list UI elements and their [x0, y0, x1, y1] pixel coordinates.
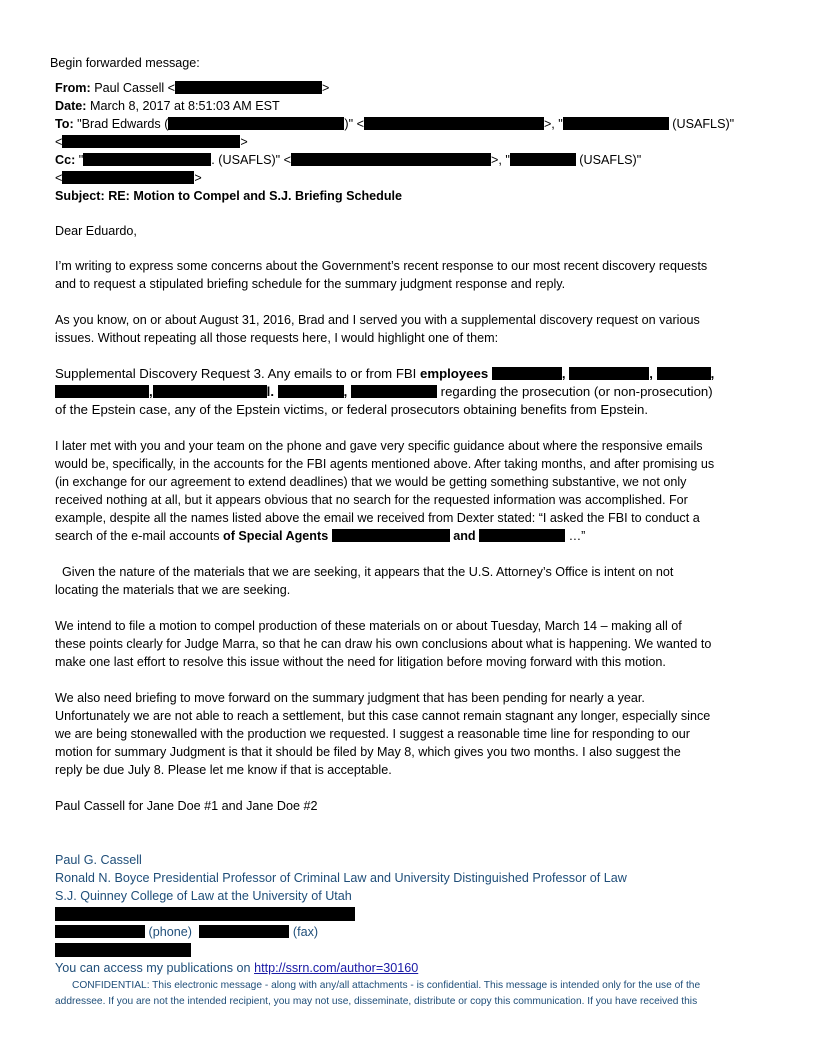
subject-line: [55, 187, 402, 205]
redaction-block: [492, 367, 562, 380]
fax-label: (fax): [292, 925, 319, 939]
greeting: Dear Eduardo,: [55, 224, 137, 238]
cc-label: Cc:: [55, 153, 76, 167]
to-line-2: [55, 133, 248, 151]
redaction-block: [510, 153, 576, 166]
to-text-a: "Brad Edwards (: [77, 117, 169, 131]
redaction-block: [657, 367, 711, 380]
p5-line: make one last effort to resolve this issue without the need for litigation before moving forward with this motion.: [55, 655, 666, 669]
p2-line: As you know, on or about August 31, 2016, Brad and I served you with a supplemental discovery request on various: [55, 313, 700, 327]
request-line-3: of the Epstein case, any of the Epstein victims, or federal prosecutors obtaining benefits from Epstein.: [55, 402, 649, 417]
redaction-block: [55, 925, 145, 938]
confidential-line: CONFIDENTIAL: This electronic message - along with any/all attachments - is confidential. This message is intended only for the use of the: [55, 980, 701, 991]
publications-link[interactable]: http://ssrn.com/author=30160: [254, 961, 419, 975]
p3-line-last: [55, 527, 585, 545]
cc-line: [55, 151, 641, 169]
p3-text: search of the e-mail accounts: [55, 529, 223, 543]
redaction-block: [55, 943, 191, 957]
redaction-block: [351, 385, 437, 398]
publications-line: [55, 959, 418, 977]
request-line-1: [55, 365, 714, 383]
redaction-block: [364, 117, 544, 130]
comma: ,: [710, 366, 715, 381]
redaction-block: [563, 117, 669, 130]
redaction-block: [55, 385, 149, 398]
p6-line: we are being stonewalled with the production we requested. I suggest a reasonable time line for responding to our: [55, 727, 690, 741]
p2-line: issues. Without repeating all those requests here, I would highlight one of them:: [55, 331, 499, 345]
subject-label: Subject:: [55, 189, 105, 203]
signature-phone-line: [55, 923, 318, 941]
to-text-b: )" <: [344, 117, 364, 131]
p6-line: Unfortunately we are not able to reach a settlement, but this case cannot remain stagnant any longer, especially since: [55, 709, 711, 723]
date-line: [55, 97, 280, 115]
redaction-block: [62, 135, 240, 148]
date-value: March 8, 2017 at 8:51:03 AM EST: [90, 99, 280, 113]
cc-text-b: . (USAFLS)" <: [211, 153, 291, 167]
cc-text-c: >, ": [490, 153, 510, 167]
closing: Paul Cassell for Jane Doe #1 and Jane Doe #2: [55, 799, 318, 813]
from-end: >: [322, 81, 330, 95]
signature-name: Paul G. Cassell: [55, 853, 142, 867]
to-line2-b: >: [240, 135, 248, 149]
p6-line: We also need briefing to move forward on the summary judgment that has been pending for nearly a year.: [55, 691, 645, 705]
redaction-block: [153, 385, 267, 398]
p3-line: I later met with you and your team on the phone and gave very specific guidance about where the responsive emails: [55, 439, 703, 453]
confidential-line: addressee. If you are not the intended recipient, you may not use, disseminate, distribute or copy this communication. If you have received this: [55, 996, 698, 1007]
p5-line: these points clearly for Judge Marra, so that he can draw his own conclusions about what is happening. We wanted to: [55, 637, 712, 651]
request-text: regarding the prosecution (or non-prosecution): [437, 384, 713, 399]
p4-line: Given the nature of the materials that we are seeking, it appears that the U.S. Attorney’s Office is intent on not: [55, 565, 674, 579]
comma: ,: [149, 384, 153, 399]
p3-line: received nothing at all, but it appears obvious that no search for the requested information was accomplished. For: [55, 493, 688, 507]
cc-line2-b: >: [194, 171, 202, 185]
publications-text: You can access my publications on: [55, 961, 255, 975]
to-text-d: (USAFLS)": [668, 117, 735, 131]
cc-line-2: [55, 169, 202, 187]
subject-value: RE: Motion to Compel and S.J. Briefing Schedule: [108, 189, 403, 203]
p6-line: reply be due July 8. Please let me know if that is acceptable.: [55, 763, 392, 777]
from-line: [55, 79, 329, 97]
redaction-block: [199, 925, 289, 938]
redaction-block: [479, 529, 565, 542]
cc-text-a: ": [78, 153, 84, 167]
signature-school: S.J. Quinney College of Law at the University of Utah: [55, 889, 352, 903]
request-bold: l.: [266, 384, 274, 399]
phone-label: (phone): [148, 925, 192, 939]
comma: ,: [343, 384, 348, 399]
forward-label: Begin forwarded message:: [50, 56, 200, 70]
redaction-block: [278, 385, 344, 398]
p6-line: motion for summary Judgment is that it should be filed by May 8, which gives you two months. I also suggest the: [55, 745, 681, 759]
redaction-block: [175, 81, 322, 94]
p3-line: would be, specifically, in the accounts for the FBI agents mentioned above. After taking months, and after promising us: [55, 457, 715, 471]
to-text-c: >, ": [543, 117, 563, 131]
redaction-block: [569, 367, 649, 380]
from-value: Paul Cassell <: [94, 81, 176, 95]
p3-bold: and: [453, 529, 476, 543]
request-bold: employees: [420, 366, 489, 381]
request-line-2: [55, 383, 713, 401]
redaction-block: [332, 529, 450, 542]
from-label: From:: [55, 81, 91, 95]
p3-text: …”: [565, 529, 586, 543]
to-line: [55, 115, 734, 133]
to-line2-a: <: [55, 135, 63, 149]
comma: ,: [649, 366, 653, 381]
p3-line: example, despite all the names listed above the email we received from Dexter stated: “I asked the FBI to conduct a: [55, 511, 700, 525]
redaction-block: [291, 153, 491, 166]
redaction-block: [55, 907, 355, 921]
redaction-block: [83, 153, 211, 166]
signature-title: Ronald N. Boyce Presidential Professor of Criminal Law and University Distinguished Professor of Law: [55, 871, 627, 885]
cc-text-d: (USAFLS)": [575, 153, 642, 167]
p3-line: (in exchange for our agreement to extend deadlines) that we would be getting something substantive, we not only: [55, 475, 687, 489]
date-label: Date:: [55, 99, 87, 113]
p4-line: locating the materials that we are seeking.: [55, 583, 291, 597]
p1-line: I’m writing to express some concerns about the Government’s recent response to our most recent discovery requests: [55, 259, 708, 273]
request-text: Supplemental Discovery Request 3. Any emails to or from FBI: [55, 366, 421, 381]
p3-bold: of Special Agents: [223, 529, 329, 543]
p1-line: and to request a stipulated briefing schedule for the summary judgment response and reply.: [55, 277, 566, 291]
p5-line: We intend to file a motion to compel production of these materials on or about Tuesday, March 14 – making all of: [55, 619, 682, 633]
redaction-block: [168, 117, 344, 130]
to-label: To:: [55, 117, 74, 131]
comma: ,: [561, 366, 566, 381]
cc-line2-a: <: [55, 171, 63, 185]
redaction-block: [62, 171, 194, 184]
